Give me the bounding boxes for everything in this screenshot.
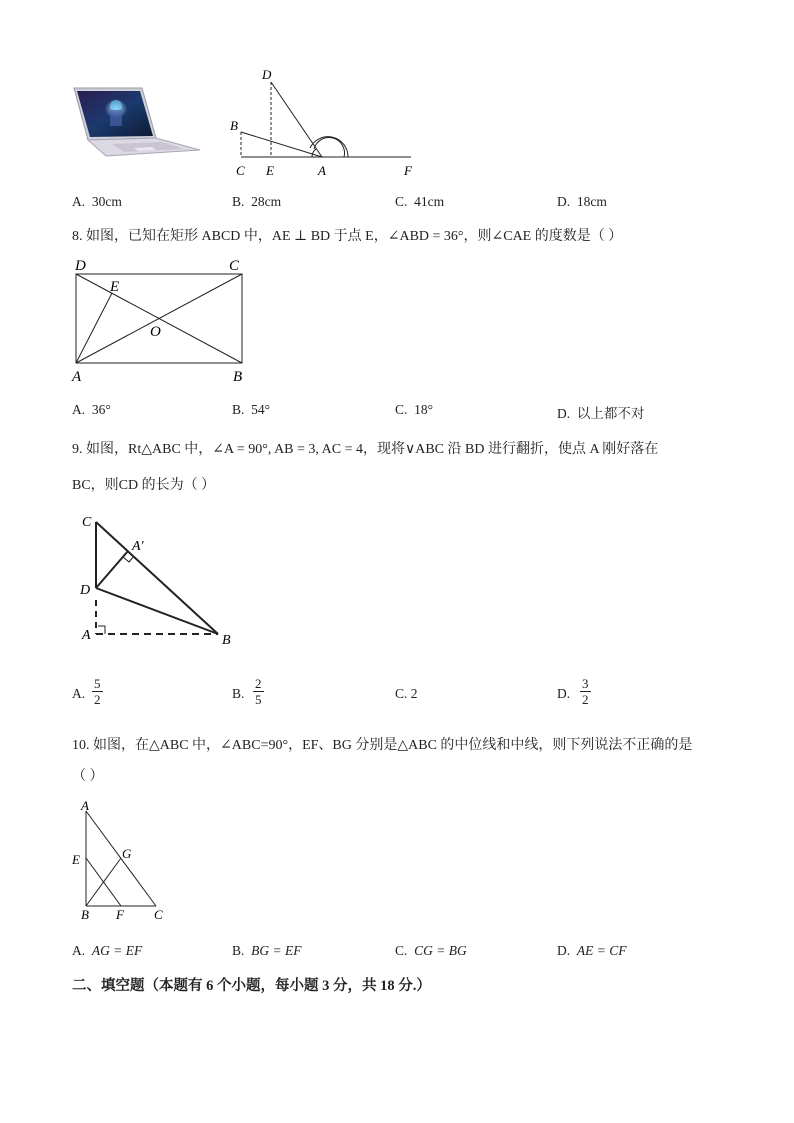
q7-angle-diagram: [226, 64, 426, 184]
label-E: E: [266, 163, 274, 178]
numerator: 5: [94, 676, 101, 691]
question-number: 8.: [72, 229, 83, 244]
option-text: AE = CF: [576, 943, 627, 958]
label-B: B: [233, 369, 243, 385]
option-letter: C.: [395, 194, 408, 209]
denominator: 5: [255, 692, 262, 707]
label-F: F: [404, 163, 412, 178]
q8-option-d[interactable]: [557, 402, 644, 422]
option-text: AG = EF: [91, 943, 143, 958]
label-G: G: [122, 846, 132, 861]
numerator: 3: [582, 676, 589, 691]
q9-stem-line2: [72, 474, 215, 494]
option-text: 54°: [251, 402, 271, 417]
q9-option-b-fraction: [253, 676, 264, 707]
label-B: B: [230, 118, 238, 133]
label-A: A: [318, 163, 326, 178]
option-letter: D.: [557, 406, 571, 421]
label-B: B: [222, 633, 231, 648]
option-text: 28cm: [251, 194, 282, 209]
option-letter: A.: [72, 402, 86, 417]
option-letter: A.: [72, 194, 86, 209]
label-A-prime: A′: [132, 539, 144, 554]
q9-triangle-diagram: [74, 510, 244, 650]
q10-stem-line1: [72, 734, 692, 754]
label-D: D: [75, 258, 86, 274]
q9-option-c[interactable]: [395, 686, 418, 702]
label-F: F: [116, 907, 124, 922]
label-A: A: [72, 369, 82, 385]
q8-option-c[interactable]: [395, 402, 433, 418]
label-C: C: [236, 163, 245, 178]
label-A: A: [81, 798, 89, 813]
option-text: 41cm: [414, 194, 445, 209]
option-letter: B.: [232, 402, 245, 417]
question-text: 如图，Rt△ABC 中，∠A = 90°, AB = 3, AC = 4，现将∨ABC 沿 BD 进行翻折，使点 A 刚好落在: [86, 442, 659, 457]
question-number: 10.: [72, 738, 90, 753]
label-E: E: [110, 279, 120, 295]
denominator: 2: [94, 692, 101, 707]
label-B: B: [81, 907, 89, 922]
option-letter: B.: [232, 943, 245, 958]
option-letter: A.: [72, 943, 86, 958]
label-O: O: [150, 324, 161, 340]
label-C: C: [82, 515, 92, 530]
q7-option-b[interactable]: [232, 194, 281, 210]
question-number: 9.: [72, 442, 83, 457]
denominator: 2: [582, 692, 589, 707]
question-text: 如图，已知在矩形 ABCD 中，AE ⊥ BD 于点 E，∠ABD = 36°，则∠CAE 的度数是（ ）: [86, 229, 623, 244]
q8-option-b[interactable]: [232, 402, 270, 418]
label-E: E: [72, 852, 80, 867]
option-letter: D.: [557, 194, 571, 209]
q9-option-d[interactable]: [557, 686, 570, 702]
label-C: C: [229, 258, 240, 274]
option-letter: D.: [557, 943, 571, 958]
option-letter: B.: [232, 686, 245, 701]
q9-option-d-fraction: [580, 676, 591, 707]
option-text: 30cm: [91, 194, 122, 209]
question-text: BC，则CD 的长为（ ）: [72, 478, 216, 493]
q9-option-b[interactable]: [232, 686, 244, 702]
question-text: 如图，在△ABC 中，∠ABC=90°，EF、BG 分别是△ABC 的中位线和中线，则下列说法不正确的是: [93, 738, 693, 753]
q10-option-c[interactable]: [395, 943, 467, 959]
option-letter: A.: [72, 686, 86, 701]
option-text: 以上都不对: [576, 406, 645, 421]
q10-option-b[interactable]: [232, 943, 302, 959]
q9-option-a-fraction: [92, 676, 103, 707]
option-letter: B.: [232, 194, 245, 209]
q7-option-d[interactable]: [557, 194, 607, 210]
q10-option-a[interactable]: [72, 943, 142, 959]
q9-option-a[interactable]: [72, 686, 85, 702]
option-text: 18cm: [576, 194, 607, 209]
option-text: 18°: [414, 402, 434, 417]
label-C: C: [154, 907, 163, 922]
q10-triangle-diagram: [68, 796, 178, 926]
numerator: 2: [255, 676, 262, 691]
section-heading: 二、填空题（本题有 6 个小题，每小题 3 分，共 18 分.）: [72, 978, 431, 994]
option-text: C. 2: [395, 686, 418, 701]
q10-option-d[interactable]: [557, 943, 626, 959]
q9-stem-line1: [72, 438, 658, 458]
q7-option-c[interactable]: [395, 194, 444, 210]
option-text: 36°: [91, 402, 111, 417]
option-text: CG = BG: [414, 943, 467, 958]
laptop-image: [72, 86, 202, 158]
q8-rectangle-diagram: [66, 254, 256, 386]
option-text: BG = EF: [251, 943, 302, 958]
label-A: A: [82, 628, 91, 643]
q7-option-a[interactable]: [72, 194, 122, 210]
label-D: D: [262, 67, 272, 82]
question-text: （ ）: [72, 769, 104, 784]
q8-stem: [72, 225, 622, 245]
label-D: D: [80, 583, 91, 598]
q10-stem-line2: [72, 765, 104, 785]
option-letter: C.: [395, 402, 408, 417]
q8-option-a[interactable]: [72, 402, 111, 418]
option-letter: D.: [557, 686, 571, 701]
option-letter: C.: [395, 943, 408, 958]
